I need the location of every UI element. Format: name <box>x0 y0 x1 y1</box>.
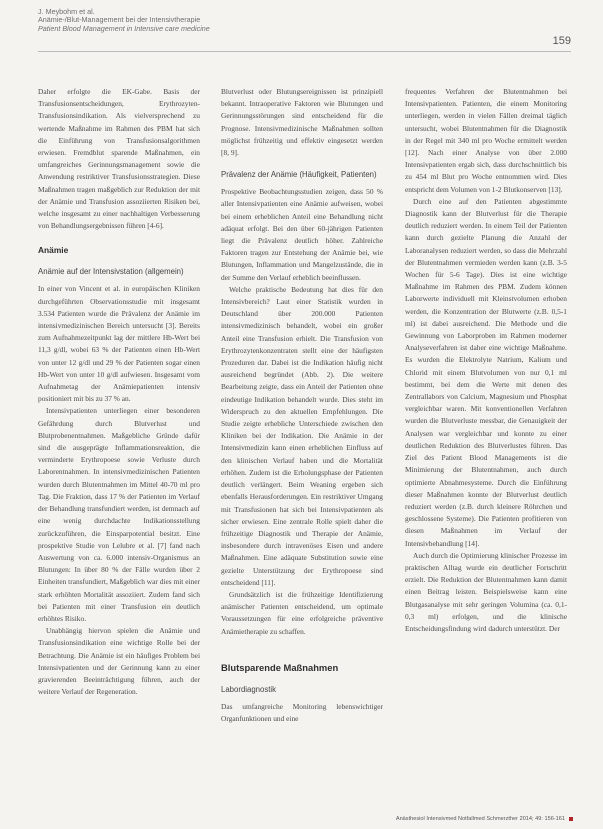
paragraph: Durch eine auf den Patienten abgestimmte Diagnostik kann der Blutverlust für die Therapie deutlich reduziert werden. In einem Teil der Patienten kann durch gezielte Planung die Anzahl der Laboranalysen reduziert werden, so dass die Mehrzahl der Blutentnahmen vermieden werden kann (z.B. 3-5 Wochen für 5-6 Tage). Dies ist eine wichtige Maßnahme im Rahmen des PBM. Zudem können Laborwerte individuell mit Kleinstvolumen erhoben werden, die Konzentration der Blutwerte (z.B. 0,5-1 ml) ist dabei ausreichend. Die Methode und die Gewinnung von Laborproben im Rahmen moderner Analyseverfahren ist daher eine wichtige Maßnahme. Es wurden die Elektrolyte Natrium, Kalium und Chlorid mit einem Blutvolumen von nur 0,1 ml bestimmt, bei dem die Werte mit denen des Zentrallabors von Calcium, Magnesium und Phosphat vergleichbar waren. Mit konventionellen Verfahren wurden die Blutverluste messbar, die Genauigkeit der Analysen war vergleichbar und konnte zu einer deutlichen Reduktion des Blutverlustes führen. Das Ziel des Patient Blood Managements ist die Minimierung der Blutentnahmen, auch durch optimierte Abnahmesysteme. Durch die Einführung dieser Maßnahmen konnte der Blutverlust deutlich reduziert werden (z.B. durch kleinere Röhrchen und geschlossene Systeme). Die Patienten profitieren von diesen Maßnahmen im Verlauf der Intensivbehandlung [14]. <box>405 196 567 548</box>
section-heading: Anämie <box>38 245 69 256</box>
running-header <box>38 8 568 33</box>
header-title-german: Anämie-/Blut-Management bei der Intensivtherapie <box>38 15 201 25</box>
subsection-heading: Prävalenz der Anämie (Häufigkeit, Patienten) <box>221 170 377 180</box>
paragraph: frequentes Verfahren der Blutentnahmen bei Intensivpatienten. Patienten, die einem Monitoring unterliegen, werden in vielen Fällen dreimal täglich untersucht, wobei Blutentnahmen für die Diagnostik in der Regel mit 340 ml pro Woche ermittelt werden [12]. Nach einer Analyse von über 2.000 Intensivpatienten ergab sich, dass durchschnittlich bis zu 454 ml Blut pro Woche entnommen wird. Dies entspricht dem Volumen von 1-2 Blutkonserven [13]. <box>405 87 567 194</box>
paragraph: Blutverlust oder Blutungsereignissen ist prinzipiell bekannt. Intraoperative Faktoren wie Blutungen und Gerinnungsstörungen sind entscheidend für die Prognose. Intensivmedizinische Maßnahmen sollten möglichst frühzeitig und effektiv eingesetzt werden [8, 9]. <box>221 87 383 158</box>
footer-marker-icon <box>569 817 573 821</box>
text-column-3 <box>405 86 567 635</box>
paragraph: Unabhängig hiervon spielen die Anämie und Transfusionsindikation eine wichtige Rolle bei der Betrachtung. Die Anämie ist ein häufiges Problem bei Intensivpatienten und der Gerinnung kann zu einer gravierenden Beeinträchtigung führen, auch der weitere Verlauf der Regeneration. <box>38 626 200 697</box>
paragraph: In einer von Vincent et al. in europäischen Kliniken durchgeführten Observationsstudie mit insgesamt 3.534 Patienten wurde die Prävalenz der Anämie im intensivmedizinischen Bereich untersucht [3]. Bereits zum Aufnahmezeitpunkt lag der mittlere Hb-Wert bei 11,3 g/dl, wobei 63 % der Patienten einen Hb-Wert von unter 12 g/dl und 29 % der Patienten sogar einen Hb-Wert von unter 10 g/dl aufwiesen. Insgesamt vom Aufnahmetag der Anämiepatienten intensiv positioniert mit bis zu 37 % an. <box>38 284 200 404</box>
footer-citation: Anästhesiol Intensivmed Notfallmed Schmerzther 2014; 49: 156-161 <box>395 816 565 822</box>
text-column-1 <box>38 86 200 698</box>
subsection-heading: Labordiagnostik <box>221 684 277 694</box>
header-title-english: Patient Blood Management in Intensive care medicine <box>38 23 210 33</box>
paragraph: Prospektive Beobachtungsstudien zeigen, dass 50 % aller Intensivpatienten eine Anämie aufweisen, wobei bei einem erheblichen Anteil eine Behandlung nicht adäquat erfolgt. Bei den über 60-jährigen Patienten liegt die Prävalenz deutlich höher. Zahlreiche Faktoren tragen zur Entstehung der Anämie bei, wie Blutungen, Inflammation und Mangelzustände, die in der Summe den Verlauf erheblich beeinflussen. <box>221 187 383 282</box>
paragraph: Daher erfolgte die EK-Gabe. Basis der Transfusionsentscheidungen, Erythrozyten-Transfusionsindikation. Als vielversprechend zu wertende Maßnahme im Rahmen des PBM hat sich die Einführung von Transfusionsalgorithmen erwiesen. Fremdblut sparende Maßnahmen, ein umfangreiches Gerinnungsmanagement sowie die Anwendung restriktiver Transfusionsstrategien. Diese Maßnahmen tragen maßgeblich zur Reduktion der mit der Anämie und Transfusion assoziierten Risiken bei, welche insgesamt zu einer nachhaltigen Verbesserung von Behandlungsergebnissen führen [4-6]. <box>38 87 200 231</box>
page-footer <box>396 816 573 822</box>
text-column-2 <box>221 86 383 725</box>
header-rule <box>38 51 571 52</box>
paragraph: Das umfangreiche Monitoring lebenswichtiger Organfunktionen und eine <box>221 701 383 723</box>
section-heading: Blutsparende Maßnahmen <box>221 661 339 673</box>
paragraph: Auch durch die Optimierung klinischer Prozesse im praktischen Alltag wurde ein deutlicher Fortschritt erzielt. Die Reduktion der Blutentnahmen kann damit einen Beitrag leisten. Beispielsweise kann eine Blutgasanalyse mit sehr geringen Volumina (ca. 0,1-0,3 ml) erfolgen, und die klinische Entscheidungsfindung wird dadurch unterstützt. Der <box>405 550 567 633</box>
paragraph: Intensivpatienten unterliegen einer besonderen Gefährdung durch Blutverlust und Blutprobenentnahmen. Maßgebliche Gründe dafür sind die ausgeprägte Inflammationsreaktion, die verminderte Erythropoese sowie Verluste durch Laborentnahmen. In intensivmedizinischen Patienten wurden durch Blutentnahmen im Mittel 40-70 ml pro Tag. Die Fraktion, dass 17 % der Patienten im Verlauf der Behandlung transfundiert werden, ist demnach auf eine wenig durchdachte Indikationsstellung zurückzuführen, die Einsparpotential besitzt. Eine prospektive Studie von Lelubre et al. [7] fand nach Auswertung von ca. 6.000 intensiv-Organismus an Blutungen: In über 80 % der Fälle wurden über 2 Einheiten transfundiert, Maßgeblich war dies mit einer stark erhöhten Mortalität assoziiert. Zudem fand sich bei Patienten mit einer Transfusion ein deutlich erhöhtes Risiko. <box>38 406 200 623</box>
subsection-heading: Anämie auf der Intensivstation (allgemein) <box>38 267 184 277</box>
page-number: 159 <box>552 35 571 47</box>
header-authors: J. Meybohm et al. <box>38 7 95 16</box>
paragraph: Grundsätzlich ist die frühzeitige Identifizierung anämischer Patienten entscheidend, um optimale Voraussetzungen für eine erfolgreiche präventive Anämietherapie zu schaffen. <box>221 589 383 636</box>
paragraph: Welche praktische Bedeutung hat dies für den Intensivbereich? Laut einer Statistik wurden in Deutschland über 200.000 Patienten intensivmedizinisch behandelt, wobei ein großer Anteil eine Transfusion erhielt. Die Transfusion von Erythrozytenkonzentraten stellt eine der häufigsten Prozeduren dar. Dabei ist die Indikation häufig nicht ausreichend begründet (Abb. 2). Die weitere Bearbeitung zeigte, dass ein Anteil der Patienten ohne eindeutige Indikation behandelt wurde. Dies steht im Widerspruch zu den aktuellen Empfehlungen. Die Studie zeigte erhebliche Unterschiede zwischen den Kliniken bei der Indikation. Die Anämie in der Intensivmedizin kann einen erheblichen Einfluss auf den klinischen Verlauf haben und die Mortalität erhöhen. Zudem ist die Erholungsphase der Patienten deutlich verlängert. Beim Weaning ergeben sich ebenfalls Herausforderungen. Ein restriktiver Umgang mit Transfusionen hat sich bei Intensivpatienten als sicher erwiesen. Eine zentrale Rolle spielt daher die frühzeitige Diagnostik und Therapie der Anämie, insbesondere durch intravenöses Eisen und andere Maßnahmen. Eine adäquate Substitution sowie eine gezielte Unterstützung der Erythropoese sind entscheidend [11]. <box>221 284 383 587</box>
